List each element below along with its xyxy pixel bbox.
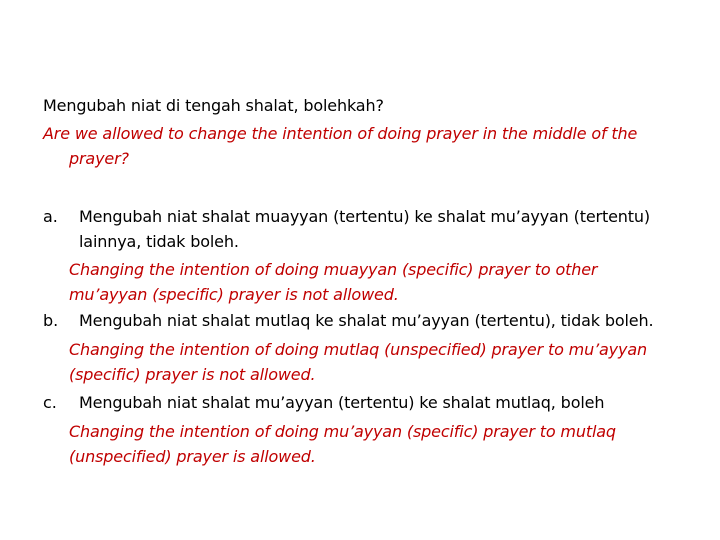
item-a-text-line-2: lainnya, tidak boleh. [79,232,239,251]
list-marker-a: a. [43,207,58,226]
item-b-text-line-1: Mengubah niat shalat mutlaq ke shalat mu’ayyan (tertentu), tidak boleh. [79,311,654,330]
list-marker-c: c. [43,393,57,412]
list-marker-b: b. [43,311,59,330]
item-a-translation-line-2: mu’ayyan (specific) prayer is not allowed. [69,285,399,304]
question-translation-line-2: prayer? [69,149,129,168]
item-a-text-line-1: Mengubah niat shalat muayyan (tertentu) ke shalat mu’ayyan (tertentu) [79,207,650,226]
item-b-translation-line-1: Changing the intention of doing mutlaq (unspecified) prayer to mu’ayyan [69,340,647,359]
item-c-text-line-1: Mengubah niat shalat mu’ayyan (tertentu) ke shalat mutlaq, boleh [79,393,605,412]
item-c-translation-line-2: (unspecified) prayer is allowed. [69,447,316,466]
item-c-translation-line-1: Changing the intention of doing mu’ayyan (specific) prayer to mutlaq [69,422,616,441]
question-translation-line-1: Are we allowed to change the intention of doing prayer in the middle of the [43,124,638,143]
item-b-translation-line-2: (specific) prayer is not allowed. [69,365,316,384]
question-title: Mengubah niat di tengah shalat, bolehkah? [43,96,384,115]
item-a-translation-line-1: Changing the intention of doing muayyan (specific) prayer to other [69,260,598,279]
